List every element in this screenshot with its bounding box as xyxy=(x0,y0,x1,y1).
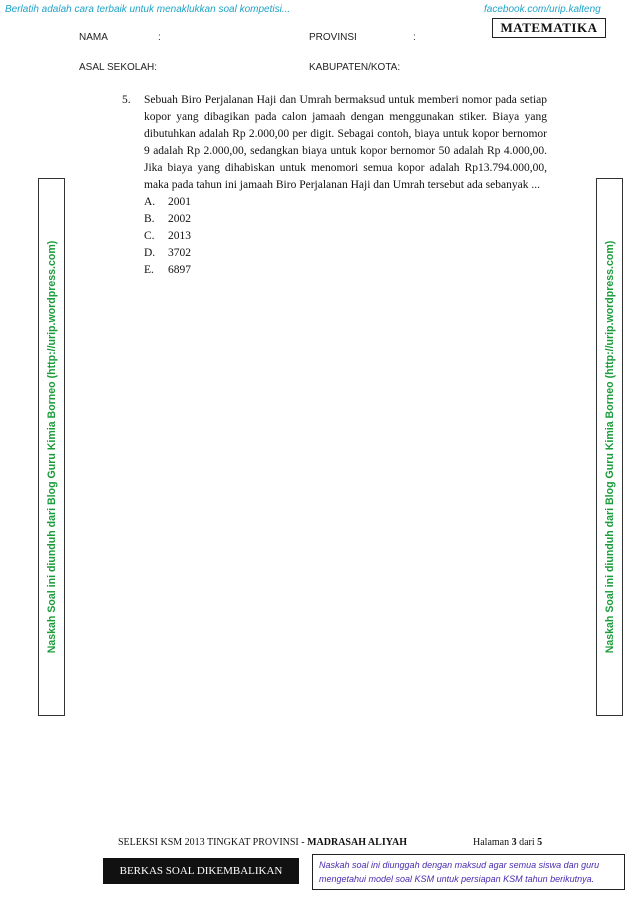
option-c[interactable] xyxy=(144,228,547,245)
upload-note: Naskah soal ini diunggah dengan maksud agar semua siswa dan guru mengetahui model soal KSM untuk persiapan KSM tahun berikutnya. xyxy=(312,854,625,890)
header-tagline: Berlatih adalah cara terbaik untuk menaklukkan soal kompetisi... xyxy=(5,4,291,15)
page-total: 5 xyxy=(537,837,543,848)
option-value: 3702 xyxy=(168,247,191,259)
exam-title xyxy=(118,837,407,848)
question-block xyxy=(122,92,547,279)
side-text-left: Naskah Soal ini diunduh dari Blog Guru Kimia Borneo (http://urip.wordpress.com) xyxy=(45,240,58,654)
option-value: 2001 xyxy=(168,196,191,208)
option-a[interactable] xyxy=(144,194,547,211)
side-banner-right xyxy=(596,178,623,716)
facebook-link[interactable]: facebook.com/urip.kalteng xyxy=(484,4,601,15)
side-text-right: Naskah Soal ini diunduh dari Blog Guru Kimia Borneo (http://urip.wordpress.com) xyxy=(603,240,616,654)
side-banner-left xyxy=(38,178,65,716)
option-b[interactable] xyxy=(144,211,547,228)
option-value: 2013 xyxy=(168,230,191,242)
option-letter: D. xyxy=(144,247,156,259)
page-number xyxy=(473,837,542,848)
page-word: Halaman xyxy=(473,837,512,848)
option-value: 2002 xyxy=(168,213,191,225)
option-e[interactable] xyxy=(144,262,547,279)
asal-sekolah-label: ASAL SEKOLAH: xyxy=(79,62,157,73)
kabupaten-label: KABUPATEN/KOTA: xyxy=(309,62,401,73)
option-letter: C. xyxy=(144,230,155,242)
option-d[interactable] xyxy=(144,245,547,262)
question-text: Sebuah Biro Perjalanan Haji dan Umrah bermaksud untuk memberi nomor pada setiap kopor yang dibagikan pada calon jamaah dengan menggunakan stiker. Biaya yang dibutuhkan adalah Rp 2.000,00 per digit. Sebagai contoh, biaya untuk kopor bernomor 9 adalah Rp 2.000,00, sedangkan biaya untuk kopor bernomor 50 adalah Rp 4.000,00. Jika biaya yang dihabiskan untuk menomori semua kopor adalah Rp13.794.000,00, maka pada tahun ini jamaah Biro Perjalanan Haji dan Umrah tersebut ada sebanyak ... xyxy=(144,94,547,191)
exam-level: MADRASAH ALIYAH xyxy=(307,837,408,848)
answer-options xyxy=(144,194,547,279)
nama-colon: : xyxy=(158,32,161,43)
option-letter: A. xyxy=(144,196,156,208)
exam-prefix: SELEKSI KSM 2013 TINGKAT PROVINSI - xyxy=(118,837,308,848)
question-number: 5. xyxy=(122,94,131,106)
provinsi-label: PROVINSI xyxy=(309,32,357,43)
option-letter: B. xyxy=(144,213,155,225)
subject-label: MATEMATIKA xyxy=(492,18,606,38)
page-of: dari xyxy=(516,837,538,848)
option-letter: E. xyxy=(144,264,154,276)
nama-label: NAMA xyxy=(79,32,108,43)
page-current: 3 xyxy=(511,837,517,848)
provinsi-colon: : xyxy=(413,32,416,43)
option-value: 6897 xyxy=(168,264,191,276)
berkas-banner: BERKAS SOAL DIKEMBALIKAN xyxy=(103,858,299,884)
